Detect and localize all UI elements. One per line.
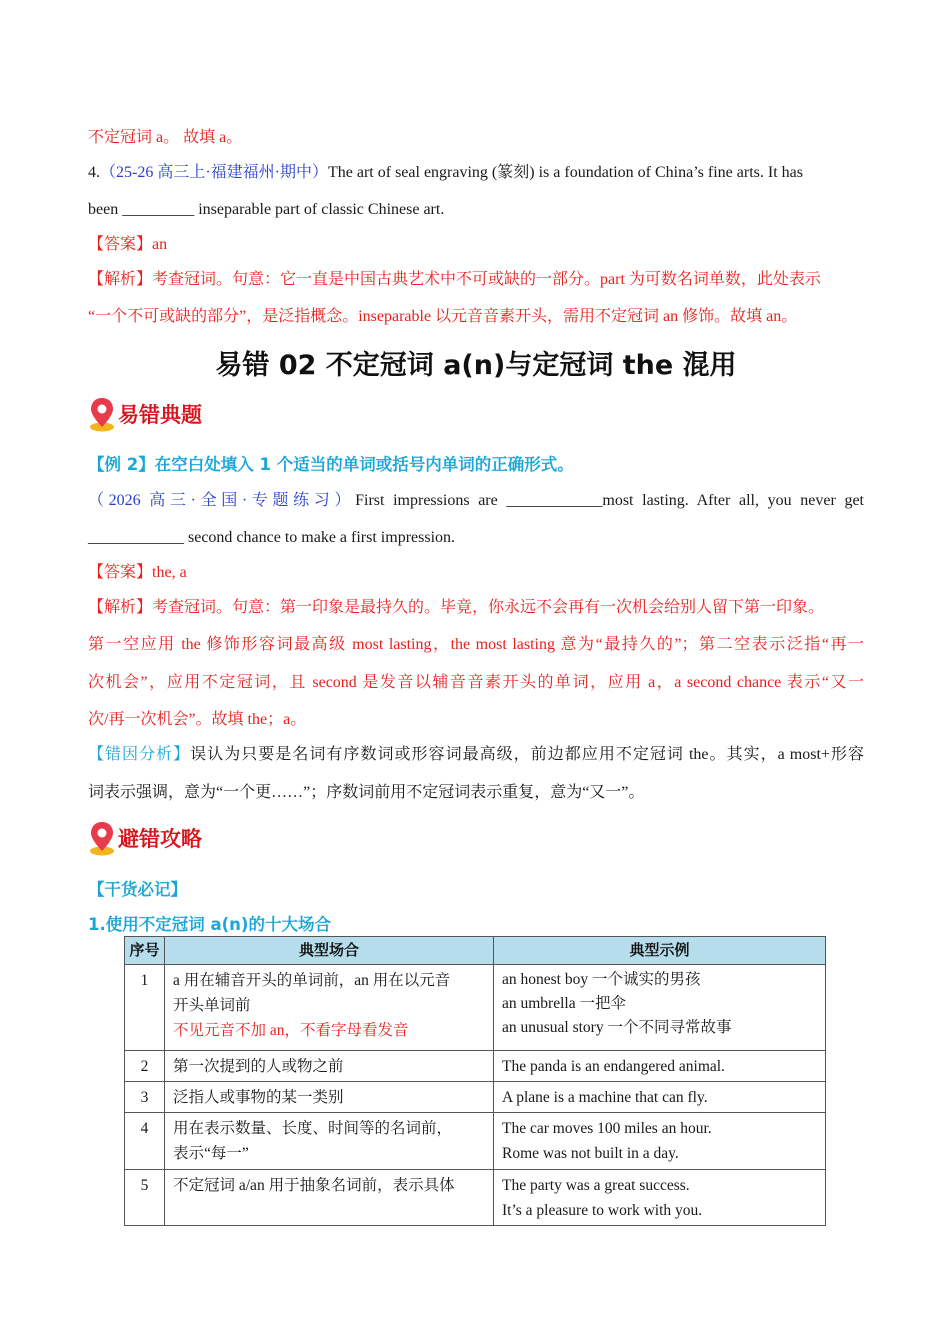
- q4-analysis-1: 【解析】考查冠词。句意：它一直是中国古典艺术中不可或缺的一部分。part 为可数名词单数，此处表示: [88, 271, 821, 288]
- error-analysis-label: 【错因分析】: [88, 746, 191, 763]
- header-occasion: 典型场合: [165, 937, 494, 965]
- row-number: 3: [125, 1082, 165, 1113]
- location-pin-icon: [88, 820, 116, 856]
- q4-answer-value: an: [152, 236, 168, 253]
- example-line-1: （2026 高三·全国·专题练习）First impressions are ____________most lasting. After all, you never get: [88, 492, 864, 509]
- q4-analysis-label: 【解析】: [88, 271, 153, 288]
- section-title: 易错 02 不定冠词 a(n)与定冠词 the 混用: [215, 350, 737, 381]
- row-number: 1: [125, 965, 165, 1051]
- row-number: 4: [125, 1113, 165, 1170]
- q4-line-2: been _________ inseparable part of classic Chinese art.: [88, 201, 445, 218]
- row-occasion: 用在表示数量、长度、时间等的名词前， 表示“每一”: [165, 1113, 494, 1170]
- example-analysis-label: 【解析】: [88, 599, 153, 616]
- tips-subtitle: 1.使用不定冠词 a(n)的十大场合: [88, 915, 331, 934]
- row-occasion: 第一次提到的人或物之前: [165, 1051, 494, 1082]
- row-examples: A plane is a machine that can fly.: [494, 1082, 826, 1113]
- header-example: 典型示例: [494, 937, 826, 965]
- q4-answer-label: 【答案】: [88, 236, 153, 253]
- row-occasion: 泛指人或事物的某一类别: [165, 1082, 494, 1113]
- q4-line-1: [88, 162, 864, 184]
- heading-2-text: 避错攻略: [118, 827, 202, 851]
- table-row: [125, 1082, 826, 1113]
- occasion-note: 不见元音不加 an，不看字母看发音: [173, 1022, 409, 1039]
- error-analysis-1: 【错因分析】误认为只要是名词有序数词或形容词最高级，前边都应用不定冠词 the。其实，a most+形容: [88, 746, 864, 763]
- example-analysis-4: 次/再一次机会”。故填 the；a。: [88, 711, 307, 728]
- table-row: [125, 1170, 826, 1226]
- example-line-2: ____________ second chance to make a first impression.: [88, 529, 456, 546]
- row-examples: The party was a great success. It’s a pleasure to work with you.: [494, 1170, 826, 1226]
- example-analysis-3: 次机会”，应用不定冠词，且 second 是发音以辅音音素开头的单词，应用 a，a second chance 表示“又一: [88, 674, 864, 691]
- q4-number: 4.: [88, 164, 100, 181]
- example-source: （2026 高三·全国·专题练习）: [88, 492, 356, 509]
- heading-1-text: 易错典题: [118, 403, 202, 427]
- location-pin-icon: [88, 396, 116, 432]
- header-number: 序号: [125, 937, 165, 965]
- q4-answer: [88, 234, 864, 256]
- row-occasion: a 用在辅音开头的单词前，an 用在以元音 开头单词前 不见元音不加 an，不看字母看发音: [165, 965, 494, 1051]
- example-answer-value: the, a: [152, 564, 187, 581]
- row-examples: The car moves 100 miles an hour. Rome was not built in a day.: [494, 1113, 826, 1170]
- table-row: [125, 1051, 826, 1082]
- row-examples: an honest boy 一个诚实的男孩 an umbrella 一把伞 an unusual story 一个不同寻常故事: [494, 965, 826, 1051]
- example-analysis-1: 【解析】考查冠词。句意：第一印象是最持久的。毕竟，你永远不会再有一次机会给别人留下第一印象。: [88, 599, 825, 616]
- prev-analysis-tail: 不定冠词 a。 故填 a。: [88, 129, 243, 146]
- table-row: [125, 1113, 826, 1170]
- occasions-table: [124, 936, 826, 1226]
- tips-label: 【干货必记】: [88, 880, 187, 899]
- q4-source: （25-26 高三上·福建福州·期中）: [100, 164, 328, 181]
- q4-analysis-2: “一个不可或缺的部分”，是泛指概念。inseparable 以元音音素开头，需用不定冠词 an 修饰。故填 an。: [88, 308, 798, 325]
- table-header-row: [125, 937, 826, 965]
- example-answer-label: 【答案】: [88, 564, 153, 581]
- example-answer: [88, 562, 864, 584]
- error-analysis-2: 词表示强调，意为“一个更……”；序数词前用不定冠词表示重复，意为“又一”。: [88, 784, 645, 801]
- example-analysis-2: 第一空应用 the 修饰形容词最高级 most lasting，the most lasting 意为“最持久的”；第二空表示泛指“再一: [88, 636, 864, 653]
- example-label: 【例 2】在空白处填入 1 个适当的单词或括号内单词的正确形式。: [88, 455, 574, 474]
- q4-text-1: The art of seal engraving (篆刻) is a foundation of China’s fine arts. It has: [328, 164, 803, 181]
- row-examples: The panda is an endangered animal.: [494, 1051, 826, 1082]
- table-row: [125, 965, 826, 1051]
- row-occasion: 不定冠词 a/an 用于抽象名词前，表示具体: [165, 1170, 494, 1226]
- heading-avoid-errors: [88, 820, 202, 856]
- row-number: 5: [125, 1170, 165, 1226]
- row-number: 2: [125, 1051, 165, 1082]
- heading-typical-errors: [88, 396, 202, 432]
